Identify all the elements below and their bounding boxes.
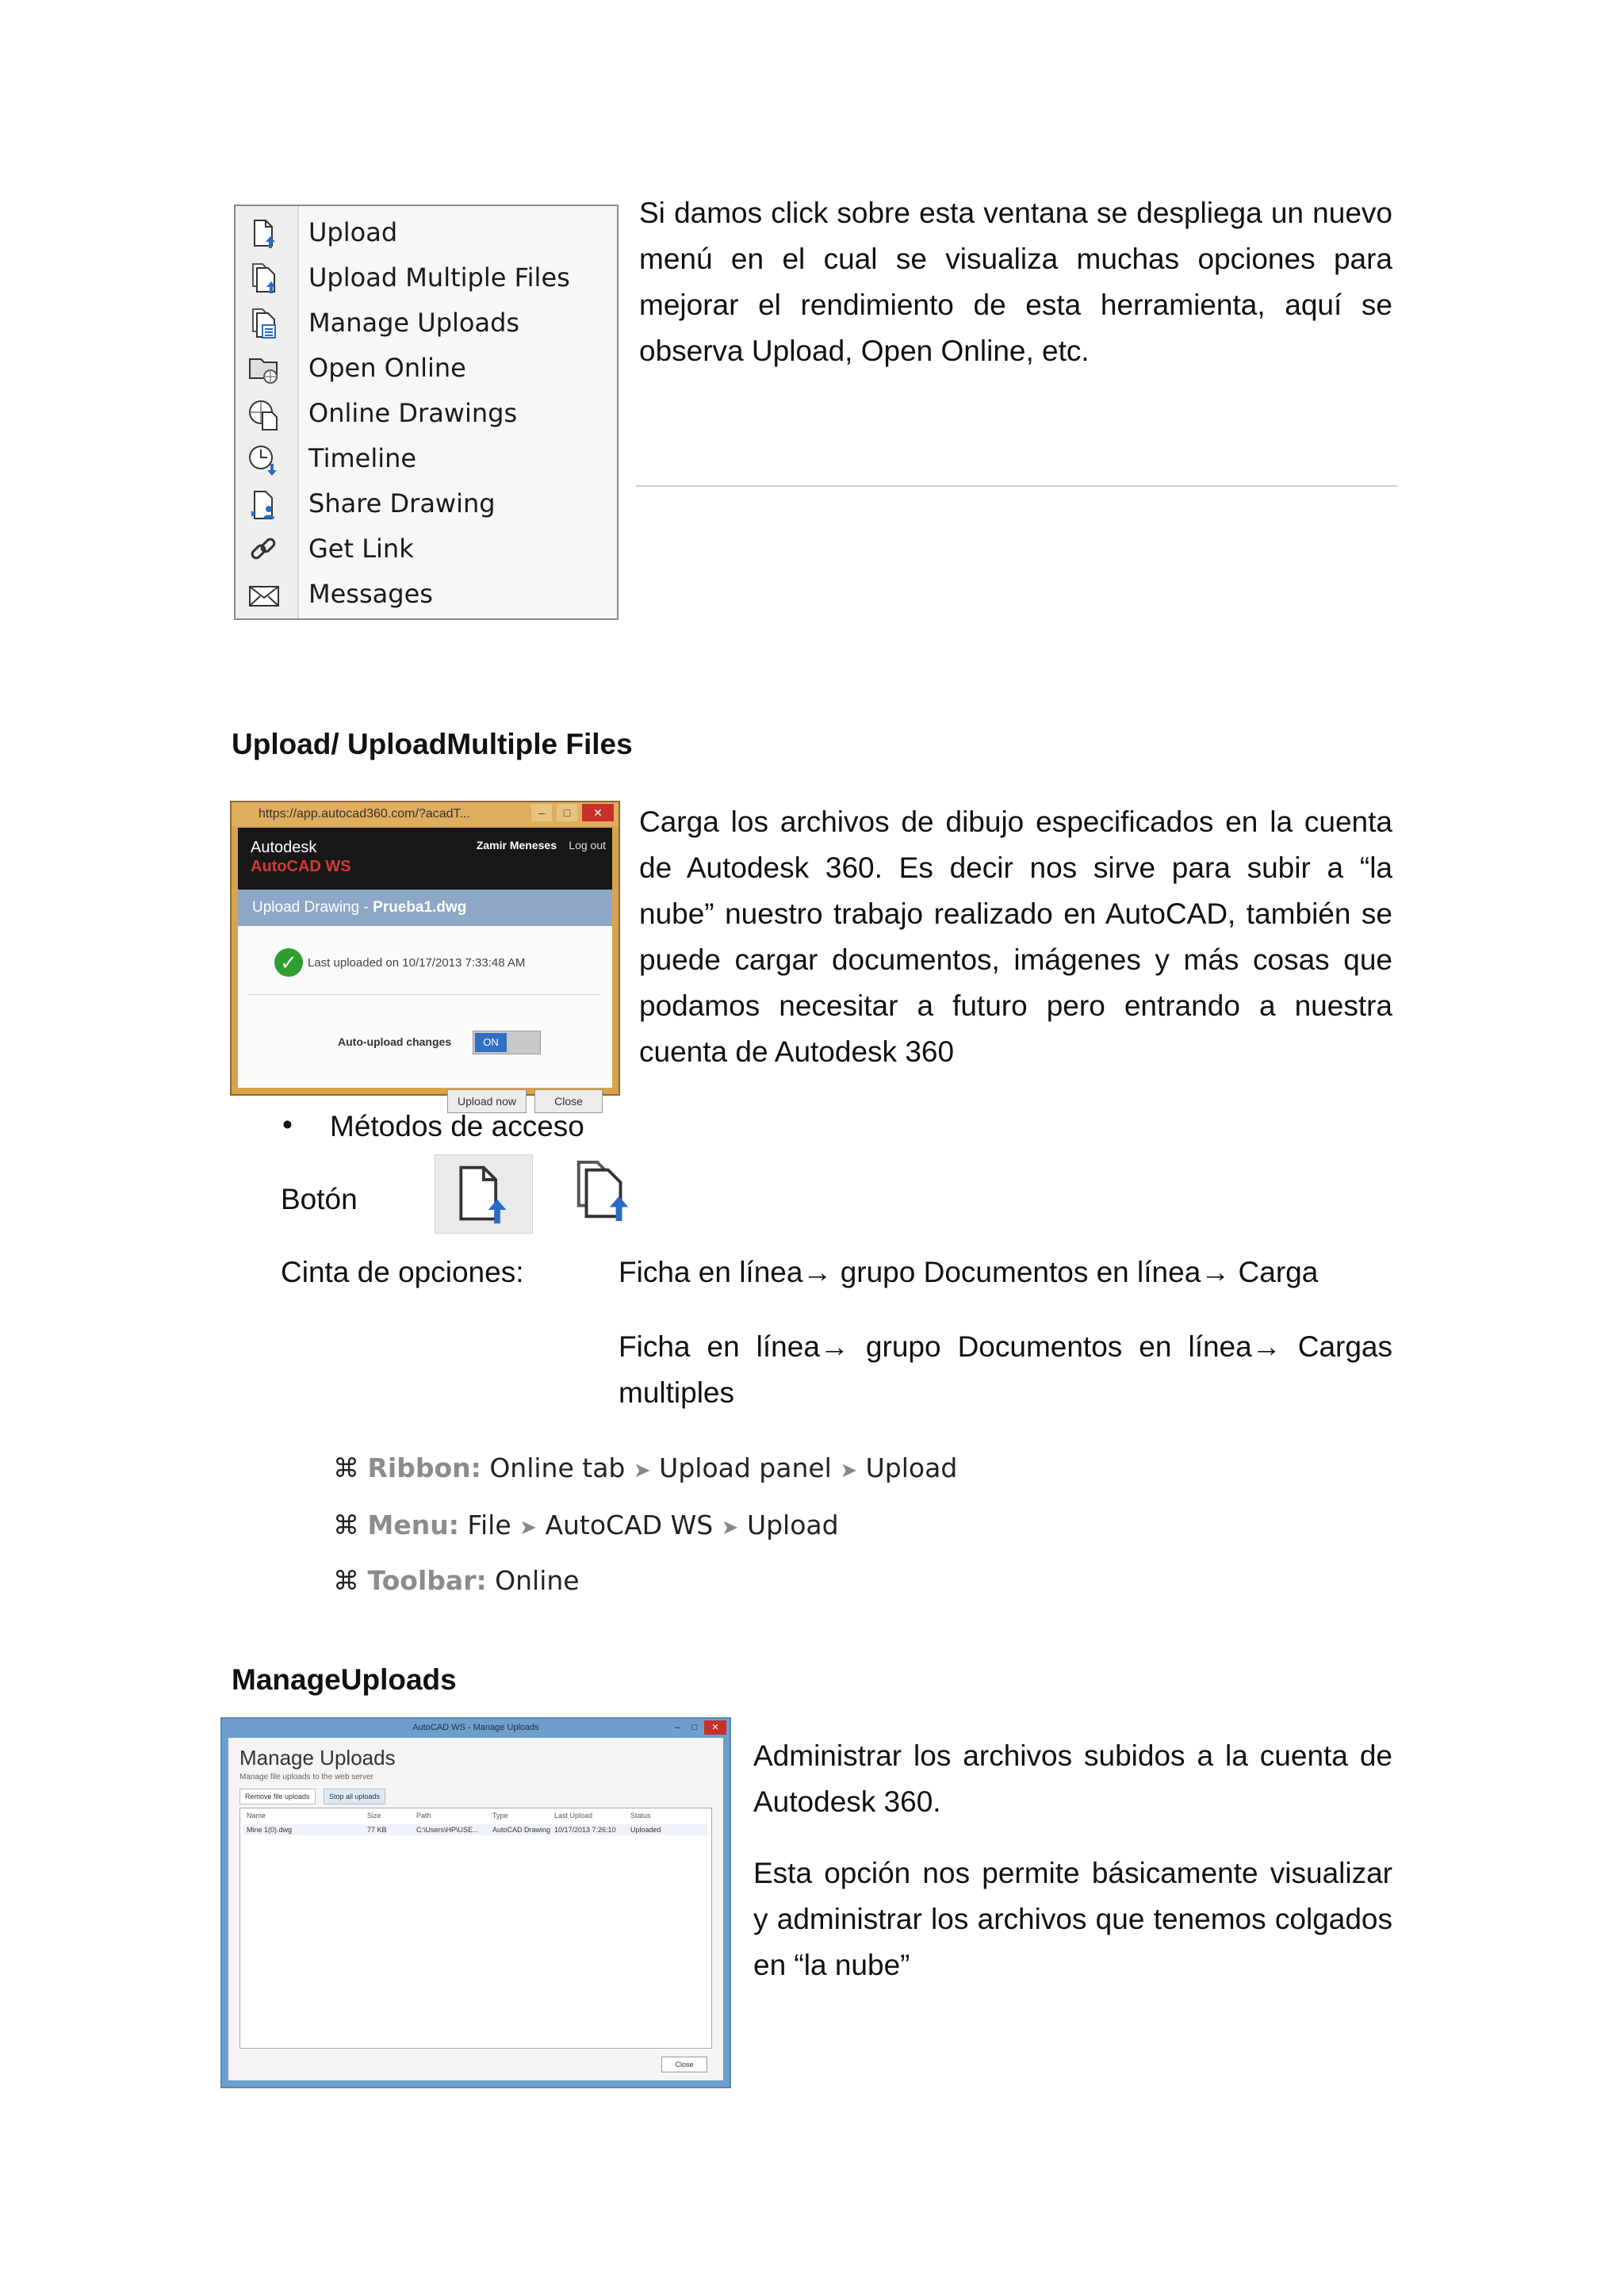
upload-description: Carga los archivos de dibujo especificados en la cuenta de Autodesk 360. Es decir nos sirve para subir a “la nube” nuestro trabajo realizado en AutoCAD, también se puede cargar documentos, imágenes y más cosas que podamos necesitar a futuro pero entrando a nuestra cuenta de Autodesk 360 bbox=[639, 806, 1392, 1068]
dialog-header bbox=[238, 828, 612, 890]
upload-multiple-button[interactable] bbox=[568, 1159, 639, 1224]
manage-uploads-screenshot bbox=[220, 1717, 731, 2088]
online-drawings-icon bbox=[247, 398, 282, 431]
arrow-icon: ➤ bbox=[721, 1516, 739, 1540]
menu-item-manage-uploads[interactable] bbox=[236, 301, 616, 346]
menu-item-get-link[interactable] bbox=[236, 527, 616, 572]
help-ribbon bbox=[333, 1452, 957, 1483]
maximize-icon[interactable]: □ bbox=[691, 1723, 698, 1732]
cinta-path-1: Ficha en línea→ grupo Documentos en línea→ Carga bbox=[619, 1256, 1319, 1288]
column-header: Status bbox=[630, 1812, 651, 1820]
arrow-icon: ➤ bbox=[519, 1516, 537, 1540]
upload-dialog-screenshot bbox=[230, 801, 620, 1108]
close-icon[interactable]: ✕ bbox=[582, 804, 614, 821]
timeline-icon bbox=[247, 443, 282, 476]
toggle-on-label: ON bbox=[475, 1033, 507, 1052]
get-link-icon bbox=[247, 534, 282, 567]
divider-line bbox=[636, 485, 1397, 487]
logout-link[interactable]: Log out bbox=[569, 839, 606, 851]
menu-item-online-drawings[interactable] bbox=[236, 392, 616, 437]
maximize-icon[interactable]: □ bbox=[557, 804, 577, 821]
window-header: Manage Uploads bbox=[239, 1746, 396, 1770]
table-cell: C:\Users\HP\USE... bbox=[416, 1826, 479, 1834]
remove-uploads-button[interactable]: Remove file uploads bbox=[239, 1789, 316, 1804]
help-toolbar bbox=[333, 1565, 580, 1596]
cinta-path-2: Ficha en línea→ grupo Documentos en línea→ Cargas multiples bbox=[619, 1330, 1392, 1409]
check-icon: ✓ bbox=[274, 948, 303, 977]
upload-file-name: Prueba1.dwg bbox=[373, 899, 467, 916]
help-path-item: Upload panel bbox=[659, 1452, 832, 1483]
open-online-icon bbox=[247, 353, 282, 386]
arrow-icon: ➤ bbox=[633, 1459, 651, 1483]
help-path-item: AutoCAD WS bbox=[545, 1510, 714, 1540]
menu-item-messages[interactable] bbox=[236, 572, 616, 618]
bullet-metodos: Métodos de acceso bbox=[330, 1110, 584, 1142]
menu-item-upload[interactable] bbox=[236, 211, 616, 256]
heading-upload: Upload/ UploadMultiple Files bbox=[232, 728, 633, 760]
upload-icon bbox=[247, 217, 282, 251]
column-header: Last Upload bbox=[554, 1812, 593, 1820]
help-key: Toolbar: bbox=[367, 1565, 487, 1596]
menu-item-label: Timeline bbox=[308, 443, 417, 473]
window-body bbox=[228, 1738, 723, 2080]
help-path-item: Online tab bbox=[489, 1452, 626, 1483]
menu-item-upload-multiple[interactable] bbox=[236, 256, 616, 301]
uploads-table bbox=[239, 1808, 712, 2049]
cinta-label: Cinta de opciones: bbox=[281, 1256, 524, 1288]
help-key: Menu: bbox=[367, 1510, 459, 1540]
boton-label: Botón bbox=[281, 1183, 358, 1215]
menu-item-label: Upload bbox=[308, 217, 398, 247]
command-icon: ⌘ bbox=[333, 1510, 359, 1540]
table-cell: 77 KB bbox=[367, 1826, 387, 1834]
help-path-item: Upload bbox=[865, 1452, 958, 1483]
menu-item-label: Get Link bbox=[308, 534, 414, 564]
bullet-icon: • bbox=[282, 1108, 293, 1141]
dialog-body bbox=[238, 828, 612, 1108]
table-cell: AutoCAD Drawing bbox=[492, 1826, 551, 1834]
upload-status: Last uploaded on 10/17/2013 7:33:48 AM bbox=[308, 956, 526, 970]
online-menu-screenshot bbox=[234, 205, 619, 620]
auto-upload-label: Auto-upload changes bbox=[338, 1035, 452, 1048]
messages-icon bbox=[247, 579, 282, 612]
help-path-item: Online bbox=[495, 1565, 580, 1596]
dialog-separator bbox=[249, 994, 601, 995]
column-header: Path bbox=[416, 1812, 431, 1820]
menu-item-label: Manage Uploads bbox=[308, 308, 520, 338]
menu-item-open-online[interactable] bbox=[236, 346, 616, 392]
column-header: Name bbox=[247, 1812, 266, 1820]
menu-item-label: Online Drawings bbox=[308, 398, 518, 428]
upload-icon bbox=[446, 1163, 518, 1226]
share-drawing-icon bbox=[247, 488, 282, 522]
heading-manage-uploads: ManageUploads bbox=[232, 1663, 457, 1696]
window-title: AutoCAD WS - Manage Uploads bbox=[412, 1723, 539, 1732]
upload-multiple-icon bbox=[568, 1159, 639, 1224]
window-subtitle: Manage file uploads to the web server bbox=[239, 1773, 373, 1781]
brand-label: Autodesk bbox=[251, 839, 317, 856]
help-menu bbox=[333, 1510, 839, 1540]
arrow-icon: ➤ bbox=[840, 1459, 858, 1483]
help-path-item: File bbox=[467, 1510, 511, 1540]
help-path-item: Upload bbox=[746, 1510, 839, 1540]
manage-description-2: Esta opción nos permite básicamente visualizar y administrar los archivos que tenemos colgados en “la nube” bbox=[753, 1857, 1392, 1981]
upload-bar-prefix: Upload Drawing - bbox=[252, 899, 373, 916]
command-icon: ⌘ bbox=[333, 1452, 359, 1483]
table-cell: Mine 1(0).dwg bbox=[247, 1826, 293, 1834]
minimize-icon[interactable]: – bbox=[531, 804, 552, 821]
menu-item-label: Messages bbox=[308, 579, 433, 609]
upload-multiple-icon bbox=[247, 262, 282, 296]
manage-uploads-icon bbox=[247, 308, 282, 341]
auto-upload-toggle[interactable] bbox=[473, 1031, 541, 1054]
close-button[interactable]: Close bbox=[534, 1089, 603, 1113]
product-label: AutoCAD WS bbox=[251, 858, 351, 875]
manage-description-1: Administrar los archivos subidos a la cuenta de Autodesk 360. bbox=[753, 1739, 1392, 1818]
menu-item-timeline[interactable] bbox=[236, 437, 616, 482]
menu-item-label: Upload Multiple Files bbox=[308, 262, 570, 293]
menu-item-share-drawing[interactable] bbox=[236, 482, 616, 527]
column-header: Type bbox=[492, 1812, 508, 1820]
column-header: Size bbox=[367, 1812, 381, 1820]
dialog-url: https://app.autocad360.com/?acadT... bbox=[232, 802, 619, 826]
command-icon: ⌘ bbox=[333, 1565, 359, 1596]
upload-now-button[interactable]: Upload now bbox=[447, 1089, 527, 1113]
table-cell: Uploaded bbox=[630, 1826, 661, 1834]
help-key: Ribbon: bbox=[367, 1452, 481, 1483]
menu-description: Si damos click sobre esta ventana se despliega un nuevo menú en el cual se visualiza muchas opciones para mejorar el rendimiento de esta herramienta, aquí se observa Upload, Open Online, etc. bbox=[639, 197, 1392, 367]
upload-bar bbox=[238, 890, 612, 926]
stop-uploads-button[interactable]: Stop all uploads bbox=[324, 1789, 385, 1804]
close-icon[interactable]: ✕ bbox=[704, 1720, 726, 1735]
menu-item-label: Open Online bbox=[308, 353, 466, 383]
menu-item-label: Share Drawing bbox=[308, 488, 496, 519]
user-name: Zamir Meneses bbox=[476, 839, 557, 851]
close-button[interactable]: Close bbox=[661, 2057, 707, 2072]
upload-ribbon-button[interactable] bbox=[435, 1154, 533, 1234]
table-cell: 10/17/2013 7:26:10 bbox=[554, 1826, 616, 1834]
minimize-icon[interactable]: – bbox=[674, 1723, 680, 1732]
window-controls bbox=[531, 804, 614, 821]
